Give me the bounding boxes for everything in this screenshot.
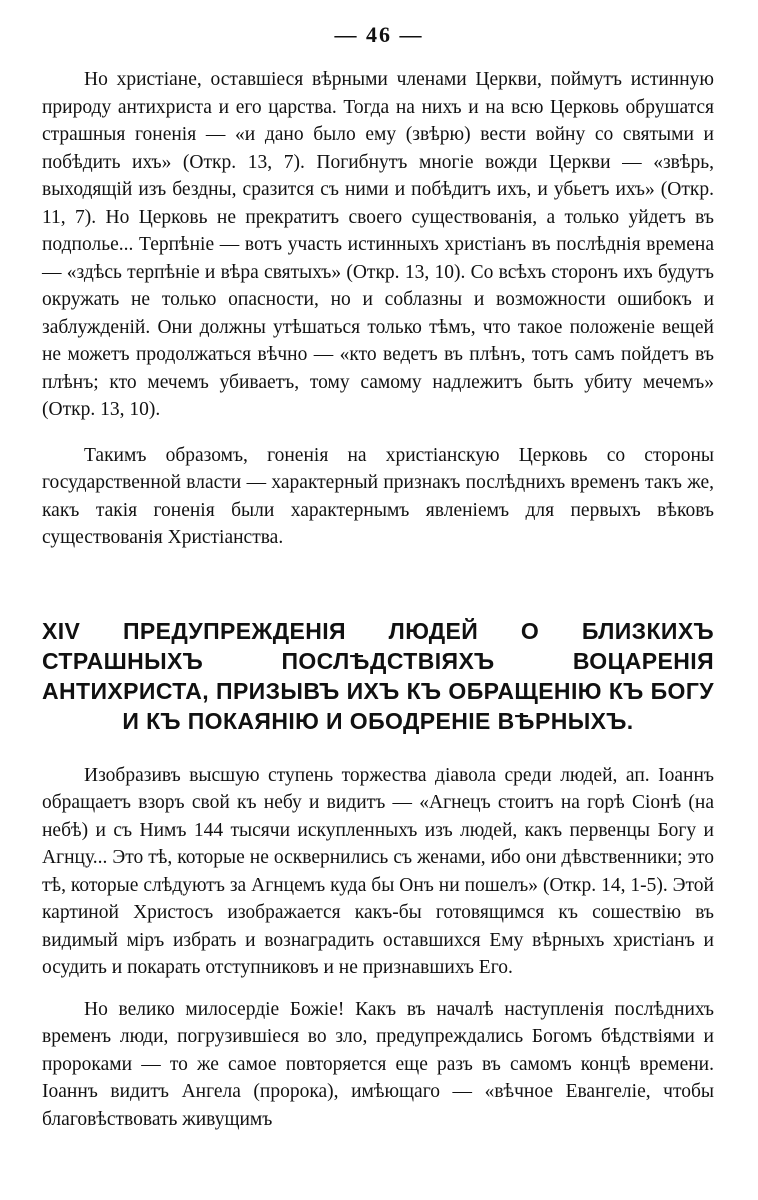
page-number: — 46 —: [334, 22, 424, 47]
paragraph: Такимъ образомъ, гоненія на христіанскую Церковь со стороны государственной власти — характерный признакъ послѣднихъ временъ такъ же, какъ такія гоненія были характернымъ явленіемъ для первыхъ вѣковъ существованія Христіанства.: [42, 444, 714, 548]
section-heading: XIV ПРЕДУПРЕЖДЕНІЯ ЛЮДЕЙ О БЛИЗКИХЪ СТРАШНЫХЪ ПОСЛѢДСТВІЯХЪ ВОЦАРЕНІЯ АНТИХРИСТА, ПРИЗЫВЪ ИХЪ КЪ ОБРАЩЕНІЮ КЪ БОГУ И КЪ ПОКАЯНІЮ И ОБОДРЕНІЕ ВѢРНЫХЪ.: [42, 617, 714, 734]
paragraph: Изобразивъ высшую ступень торжества діавола среди людей, ап. Іоаннъ обращаетъ взоръ свой къ небу и видитъ — «Агнецъ стоитъ на горѣ Сіонѣ (на небѣ) и съ Нимъ 144 тысячи искупленныхъ изъ людей, какъ первенцы Богу и Агнцу... Это тѣ, которые не осквернились съ женами, ибо они дѣвственники; это тѣ, которые слѣдуютъ за Агнцемъ куда бы Онъ ни пошелъ» (Откр. 14, 1-5). Этой картиной Христосъ изображается какъ-бы готовящимся къ сошествію въ видимый міръ избрать и вознаградить оставшихся Ему вѣрныхъ христіанъ и осудить и покарать отступниковъ и не признавшихъ Его.: [42, 764, 714, 978]
paragraph: Но велико милосердіе Божіе! Какъ въ началѣ наступленія послѣднихъ временъ люди, погрузившіеся во зло, предупреждались Богомъ бѣдствіями и пророками — то же самое повторяется еще разъ въ самомъ концѣ времени. Іоаннъ видитъ Ангела (пророка), имѣющаго — «вѣчное Евангеліе, чтобы благовѣствовать живущимъ: [42, 998, 714, 1130]
page-body: [42, 66, 714, 1133]
paragraph: Но христіане, оставшіеся вѣрными членами Церкви, поймутъ истинную природу антихриста и его царства. Тогда на нихъ и на всю Церковь обрушатся страшныя гоненія — «и дано было ему (звѣрю) вести войну со святыми и побѣдить ихъ» (Откр. 13, 7). Погибнутъ многіе вожди Церкви — «звѣрь, выходящій изъ бездны, сразится съ ними и побѣдитъ ихъ, и убьетъ ихъ» (Откр. 11, 7). Но Церковь не прекратитъ своего существованія, а только уйдетъ въ подполье... Терпѣніе — вотъ участь истинныхъ христіанъ въ послѣднія времена — «здѣсь терпѣніе и вѣра святыхъ» (Откр. 13, 10). Со всѣхъ сторонъ ихъ будутъ окружать не только опасности, но и соблазны и возможности ошибокъ и заблужденій. Они должны утѣшаться только тѣмъ, что такое положеніе вещей не можетъ продолжаться вѣчно — «кто ведетъ въ плѣнъ, тотъ самъ пойдетъ въ плѣнъ; кто мечемъ убиваетъ, тому самому надлежитъ быть убиту мечемъ» (Откр. 13, 10).: [42, 69, 714, 420]
